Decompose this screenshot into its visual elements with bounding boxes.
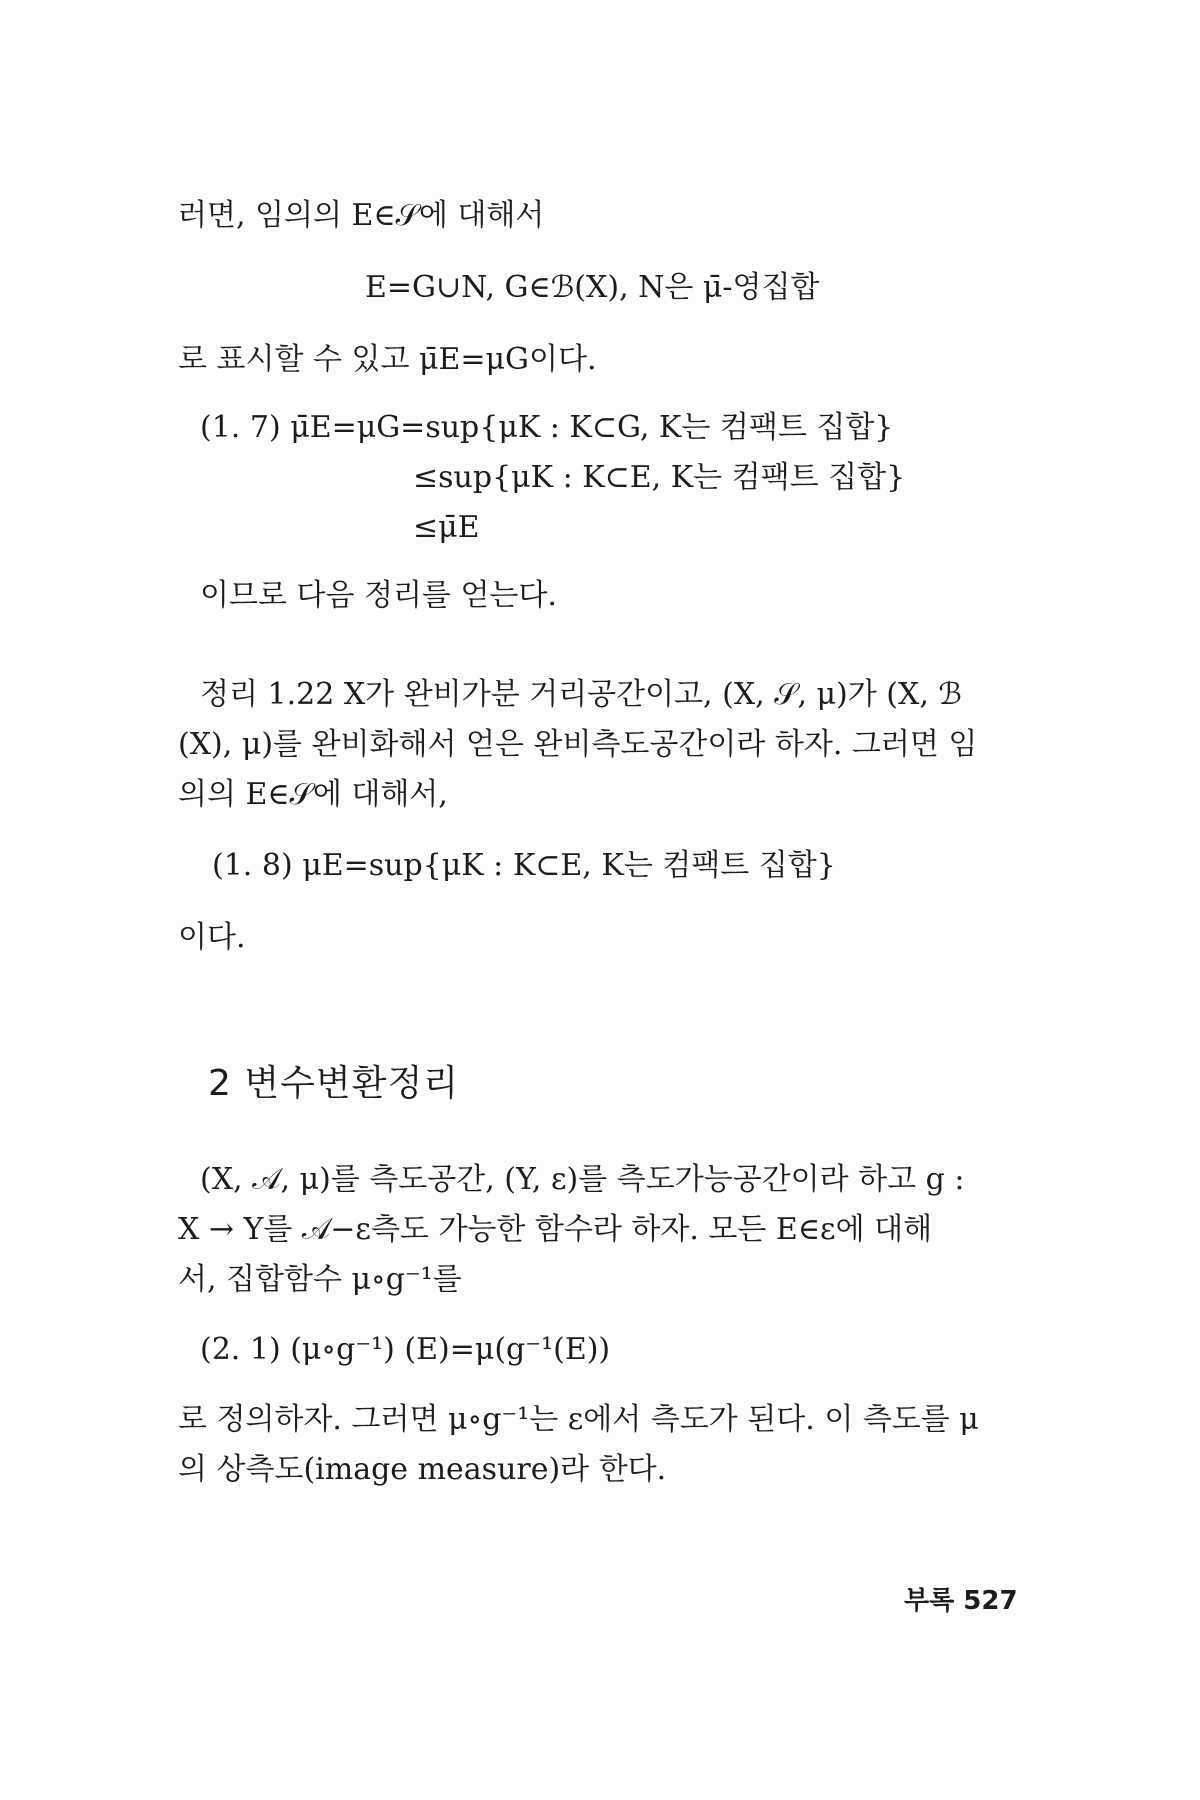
paragraph-line-3: 서, 집합함수 μ∘g⁻¹를 bbox=[178, 1262, 462, 1297]
equation-2-1: (2. 1) (μ∘g⁻¹) (E)=μ(g⁻¹(E)) bbox=[200, 1332, 611, 1367]
text-line-1: 러면, 임의의 E∈𝒮에 대해서 bbox=[178, 198, 545, 233]
equation-decomposition: E=G∪N, G∈ℬ(X), N은 μ̄-영집합 bbox=[365, 270, 820, 305]
section-title: 2 변수변환정리 bbox=[208, 1063, 460, 1104]
equation-1-7-line-1: (1. 7) μ̄E=μG=sup{μK : K⊂G, K는 컴팩트 집합} bbox=[200, 410, 894, 445]
theorem-1-22-line-3: 의의 E∈𝒮에 대해서, bbox=[178, 777, 448, 812]
equation-1-8: (1. 8) μE=sup{μK : K⊂E, K는 컴팩트 집합} bbox=[212, 848, 836, 883]
equation-1-7-line-2: ≤sup{μK : K⊂E, K는 컴팩트 집합} bbox=[413, 460, 906, 495]
paragraph-line-2: X → Y를 𝒜−ε측도 가능한 함수라 하자. 모든 E∈ε에 대해 bbox=[178, 1212, 933, 1247]
text-line-12: 이다. bbox=[178, 920, 246, 955]
page-number: 부록 527 bbox=[904, 1586, 1018, 1616]
equation-1-7-line-3: ≤μ̄E bbox=[413, 510, 480, 545]
paragraph-line-6: 의 상측도(image measure)라 한다. bbox=[178, 1452, 667, 1487]
text-line-3: 로 표시할 수 있고 μ̄E=μG이다. bbox=[178, 342, 597, 377]
text-line-7: 이므로 다음 정리를 얻는다. bbox=[200, 578, 557, 613]
paragraph-line-1: (X, 𝒜, μ)를 측도공간, (Y, ε)를 측도가능공간이라 하고 g : bbox=[200, 1162, 965, 1197]
theorem-1-22-line-2: (X), μ)를 완비화해서 얻은 완비측도공간이라 하자. 그러면 임 bbox=[178, 727, 978, 762]
paragraph-line-5: 로 정의하자. 그러면 μ∘g⁻¹는 ε에서 측도가 된다. 이 측도를 μ bbox=[178, 1402, 979, 1437]
theorem-1-22-line-1: 정리 1.22 X가 완비가분 거리공간이고, (X, 𝒮, μ)가 (X, ℬ bbox=[200, 677, 962, 712]
